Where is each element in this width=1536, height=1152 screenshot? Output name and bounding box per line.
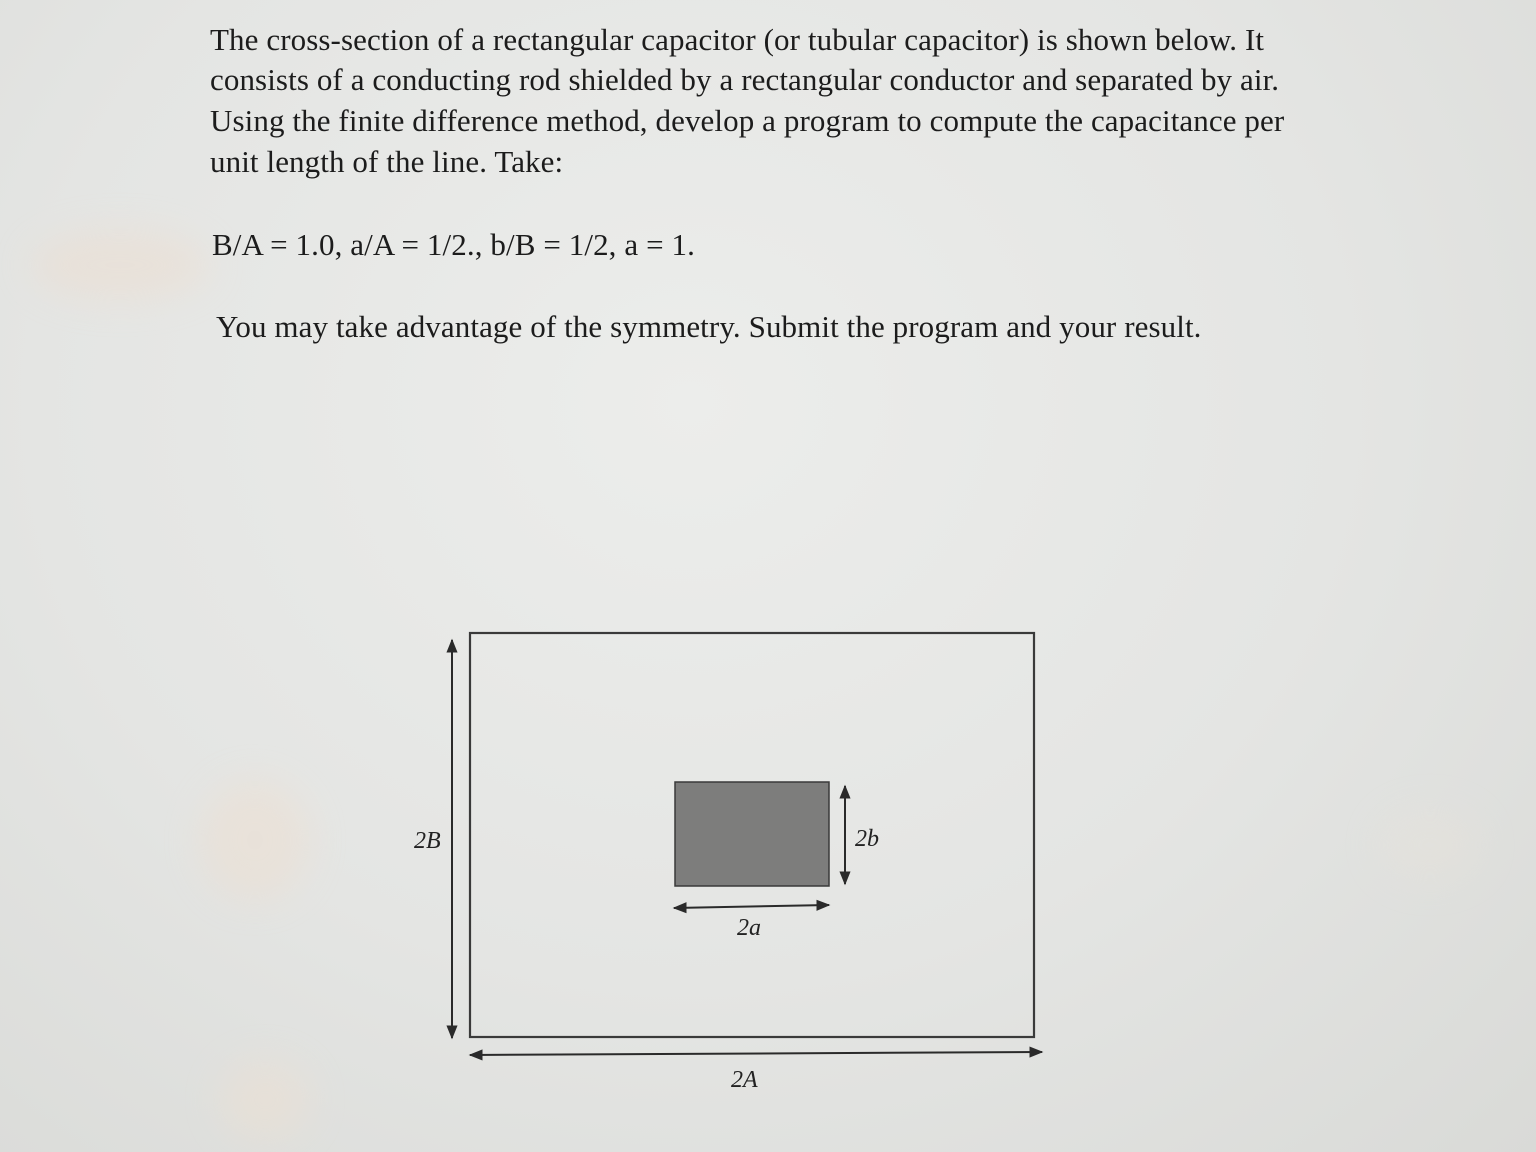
inner-width-arrow [674,905,829,908]
problem-text-line-1: The cross-section of a rectangular capacitor (or tubular capacitor) is shown below. It [210,22,1265,57]
outer-width-label: 2A [731,1067,758,1093]
problem-note: You may take advantage of the symmetry. Submit the program and your result. [216,309,1202,344]
outer-height-label: 2B [414,828,441,854]
problem-text-line-2: consists of a conducting rod shielded by a rectangular conductor and separated by air. [210,62,1280,97]
problem-text-line-4: unit length of the line. Take: [210,144,564,179]
outer-width-arrow [470,1052,1042,1055]
inner-conducting-rod [675,782,829,886]
problem-text-line-3: Using the finite difference method, develop a program to compute the capacitance per [210,103,1285,138]
inner-width-label: 2a [737,915,761,941]
problem-parameters: B/A = 1.0, a/A = 1/2., b/B = 1/2, a = 1. [212,227,695,262]
inner-height-label: 2b [855,826,879,852]
